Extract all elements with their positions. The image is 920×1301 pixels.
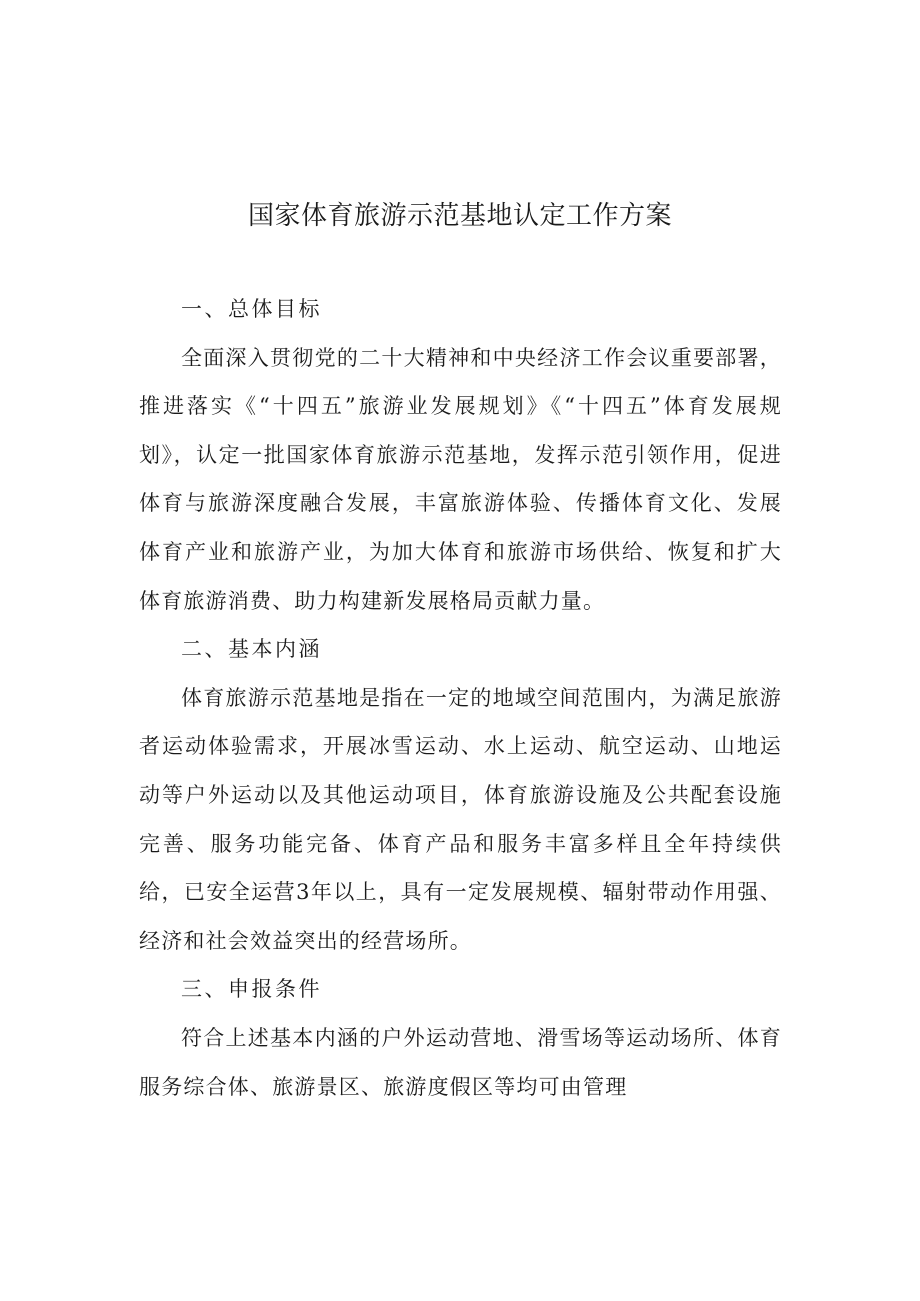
section-paragraph-goals: 全面深入贯彻党的二十大精神和中央经济工作会议重要部署，推进落实《“十四五”旅游业发展规划》《“十四五”体育发展规划》，认定一批国家体育旅游示范基地，发挥示范引领作用，促进体育与旅游深度融合发展，丰富旅游体验、传播体育文化、发展体育产业和旅游产业，为加大体育和旅游市场供给、恢复和扩大体育旅游消费、助力构建新发展格局贡献力量。 [139, 345, 782, 613]
section-paragraph-conditions: 符合上述基本内涵的户外运动营地、滑雪场等运动场所、体育服务综合体、旅游景区、旅游度假区等均可由管理 [139, 1025, 782, 1099]
section-paragraph-connotation: 体育旅游示范基地是指在一定的地域空间范围内，为满足旅游者运动体验需求，开展冰雪运动、水上运动、航空运动、山地运动等户外运动以及其他运动项目，体育旅游设施及公共配套设施完善、服务功能完备、体育产品和服务丰富多样且全年持续供给，已安全运营3年以上，具有一定发展规模、辐射带动作用强、经济和社会效益突出的经营场所。 [139, 685, 782, 953]
section-heading-goals: 一、总体目标 [181, 297, 322, 321]
section-heading-conditions: 三、申报条件 [181, 977, 322, 1002]
document-body [139, 285, 782, 1111]
document-title: 国家体育旅游示范基地认定工作方案 [247, 201, 672, 231]
section-heading-connotation: 二、基本内涵 [181, 637, 322, 662]
